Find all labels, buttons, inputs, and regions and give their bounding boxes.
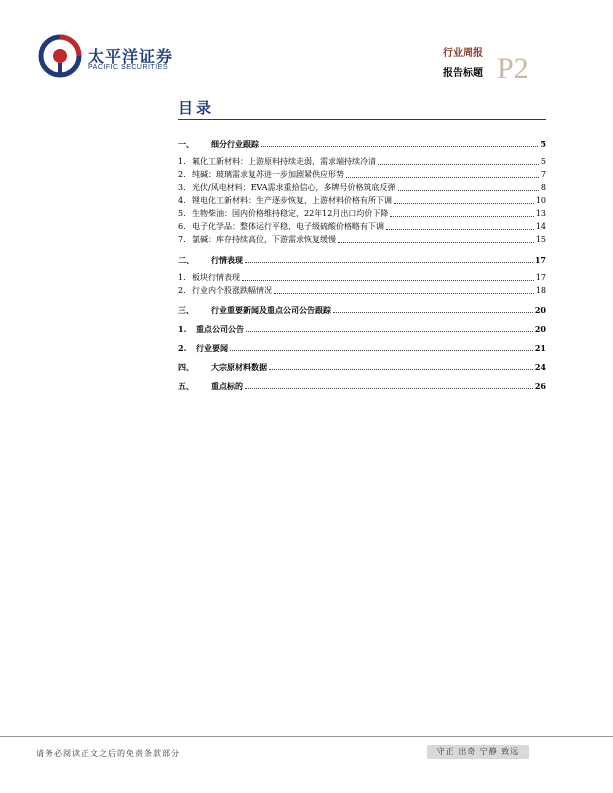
toc-entry-number: 四、 [178,362,194,372]
page-number: P2 [497,52,529,85]
toc-leader-dots [245,262,533,263]
toc-entry[interactable] [178,322,546,334]
toc-entry-number: 二、 [178,255,194,265]
toc-entry-number: 3. [178,183,186,192]
toc-leader-dots [390,216,533,217]
toc-entry[interactable] [178,181,546,193]
toc-entry-text: 行业要闻 [196,343,228,353]
logo-text-cn: 太平洋证券 [88,47,174,66]
toc-entry-page: 13 [535,209,546,218]
toc-entry-page: 15 [535,235,546,244]
toc-entry-text: 锂电化工新材料：生产逐步恢复，上游材料价格有所下调 [192,196,392,205]
toc-entry-number: 五、 [178,381,194,391]
toc-title: 目录 [178,99,215,117]
toc-title-rule [178,119,546,120]
toc-entry-page: 8 [540,183,546,192]
footer-divider [0,736,613,737]
toc-entry-number: 1. [178,273,186,282]
toc-leader-dots [230,350,533,351]
toc-entry-page: 5 [540,139,546,149]
toc-entry[interactable] [178,271,546,283]
toc-leader-dots [398,190,539,191]
toc-entry-text: 大宗原材料数据 [211,362,267,372]
toc-entry-text: 细分行业跟踪 [211,139,259,149]
toc-leader-dots [246,331,533,332]
toc-entry-page: 17 [535,273,546,282]
toc-entry-text: 板块行情表现 [192,273,240,282]
toc-leader-dots [338,242,534,243]
toc-entry-page: 18 [535,286,546,295]
toc-entry[interactable] [178,194,546,206]
toc-entry-text: 行业内个股涨跌幅情况 [192,286,272,295]
toc-leader-dots [261,146,538,147]
toc-entry-number: 1. [178,324,187,334]
toc-entry[interactable] [178,168,546,180]
toc-entry[interactable] [178,341,546,353]
toc-entry-text: 氯碱：库存持续高位，下游需求恢复缓慢 [192,235,336,244]
toc-entry-text: 行业重要新闻及重点公司公告跟踪 [211,305,331,315]
toc-leader-dots [394,203,534,204]
toc-leader-dots [274,293,534,294]
toc-entry-number: 2. [178,170,186,179]
toc-leader-dots [386,229,534,230]
logo-text-en: PACIFIC SECURITIES [88,64,169,71]
toc-entry-text: 行情表现 [211,255,243,265]
toc-entry-number: 三、 [178,305,194,315]
toc-entry[interactable] [178,253,546,265]
footer-motto: 守正 出奇 宁静 致远 [427,745,529,759]
toc-entry-text: 重点标的 [211,381,243,391]
toc-entry-text: 氟化工新材料：上游原料持续走弱，需求端持续冷清 [192,157,376,166]
toc-leader-dots [346,177,539,178]
toc-entry[interactable] [178,207,546,219]
toc-entry-number: 7. [178,235,186,244]
toc-entry-text: 重点公司公告 [196,324,244,334]
toc-leader-dots [242,280,534,281]
toc-entry-number: 4. [178,196,186,205]
toc-leader-dots [378,164,539,165]
toc-entry-page: 7 [540,170,546,179]
toc-entry-number: 2. [178,343,187,353]
toc-entry-page: 26 [534,381,546,391]
toc-leader-dots [333,312,533,313]
toc-entry-number: 5. [178,209,186,218]
toc-entry-number: 2. [178,286,186,295]
toc-entry-page: 20 [534,324,546,334]
toc-entry-page: 5 [540,157,546,166]
toc-entry[interactable] [178,220,546,232]
toc-entry[interactable] [178,137,546,149]
report-title: 报告标题 [443,68,483,79]
toc-entry-text: 生物柴油：国内价格维持稳定，22年12月出口均价下降 [192,209,389,218]
toc-entry-page: 17 [534,255,546,265]
toc-entry[interactable] [178,284,546,296]
toc-entry-number: 1. [178,157,186,166]
pacific-securities-logo-icon [38,34,82,78]
toc-entry-text: 电子化学品：整体运行平稳，电子级硫酸价格略有下调 [192,222,384,231]
toc-entry-page: 21 [534,343,546,353]
toc-entry-number: 一、 [178,139,194,149]
toc-entry-number: 6. [178,222,186,231]
toc-entry-text: 光伏/风电材料：EVA需求重拾信心，多牌号价格筑底反弹 [192,183,396,192]
toc-entry-text: 纯碱：玻璃需求复苏进一步加剧紧供应形势 [192,170,344,179]
report-category: 行业周报 [443,48,483,59]
toc-entry-page: 10 [535,196,546,205]
toc-entry-page: 20 [534,305,546,315]
toc-entry-page: 14 [535,222,546,231]
toc-entry[interactable] [178,379,546,391]
toc-entry[interactable] [178,303,546,315]
toc-entry-page: 24 [534,362,546,372]
footer-disclaimer: 请务必阅读正文之后的免责条款部分 [36,749,180,758]
toc-leader-dots [269,369,533,370]
toc-entry[interactable] [178,155,546,167]
toc-entry[interactable] [178,233,546,245]
toc-entry[interactable] [178,360,546,372]
toc-leader-dots [245,388,533,389]
page-header [0,0,613,100]
